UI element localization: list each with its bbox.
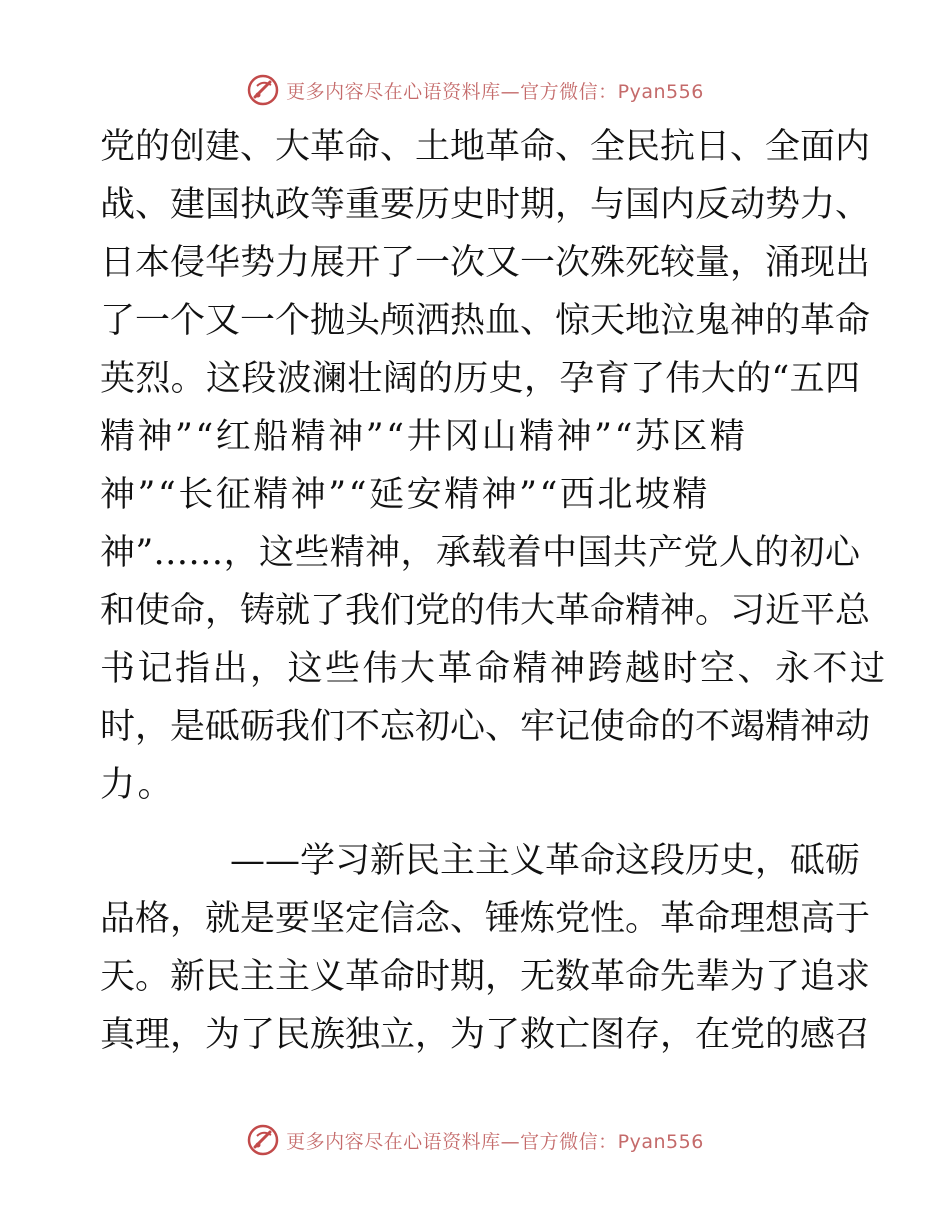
text-line: 精神”“红船精神”“井冈山精神”“苏区精: [100, 417, 748, 457]
text-line: 了一个又一个抛头颅洒热血、惊天地泣鬼神的革命: [100, 301, 871, 341]
text-line: 时，是砥砺我们不忘初心、牢记使命的不竭精神动: [100, 707, 871, 747]
document-body: [100, 118, 888, 1064]
text-line: 英烈。这段波澜壮阔的历史，孕育了伟大的“五四: [100, 359, 860, 399]
text-line: 品格，就是要坚定信念、锤炼党性。革命理想高于: [100, 899, 871, 939]
footer-banner-text: 更多内容尽在心语资料库—官方微信：Pyan556: [286, 1130, 704, 1153]
text-line: 和使命，铸就了我们党的伟大革命精神。习近平总: [100, 591, 871, 631]
text-line: 党的创建、大革命、土地革命、全民抗日、全面内: [100, 127, 871, 167]
header-banner: [0, 70, 950, 110]
text-line: 日本侵华势力展开了一次又一次殊死较量，涌现出: [100, 243, 871, 283]
text-line: 天。新民主主义革命时期，无数革命先辈为了追求: [100, 957, 871, 997]
brand-logo-icon: [246, 73, 280, 107]
paragraph-gap: [100, 814, 860, 832]
text-line: 神”“长征精神”“延安精神”“西北坡精: [100, 475, 710, 515]
footer-banner: [0, 1120, 950, 1160]
brand-logo-icon: [246, 1123, 280, 1157]
header-banner-text: 更多内容尽在心语资料库—官方微信：Pyan556: [286, 80, 704, 103]
text-line: 真理，为了民族独立，为了救亡图存，在党的感召: [100, 1015, 871, 1055]
text-line: 战、建国执政等重要历史时期，与国内反动势力、: [100, 185, 871, 225]
text-line: 书记指出，这些伟大革命精神跨越时空、永不过: [100, 649, 888, 689]
text-line: 神”……，这些精神，承载着中国共产党人的初心: [100, 533, 860, 573]
text-line: 力。: [100, 765, 176, 805]
text-line: ——学习新民主主义革命这段历史，砥砺: [230, 841, 861, 881]
